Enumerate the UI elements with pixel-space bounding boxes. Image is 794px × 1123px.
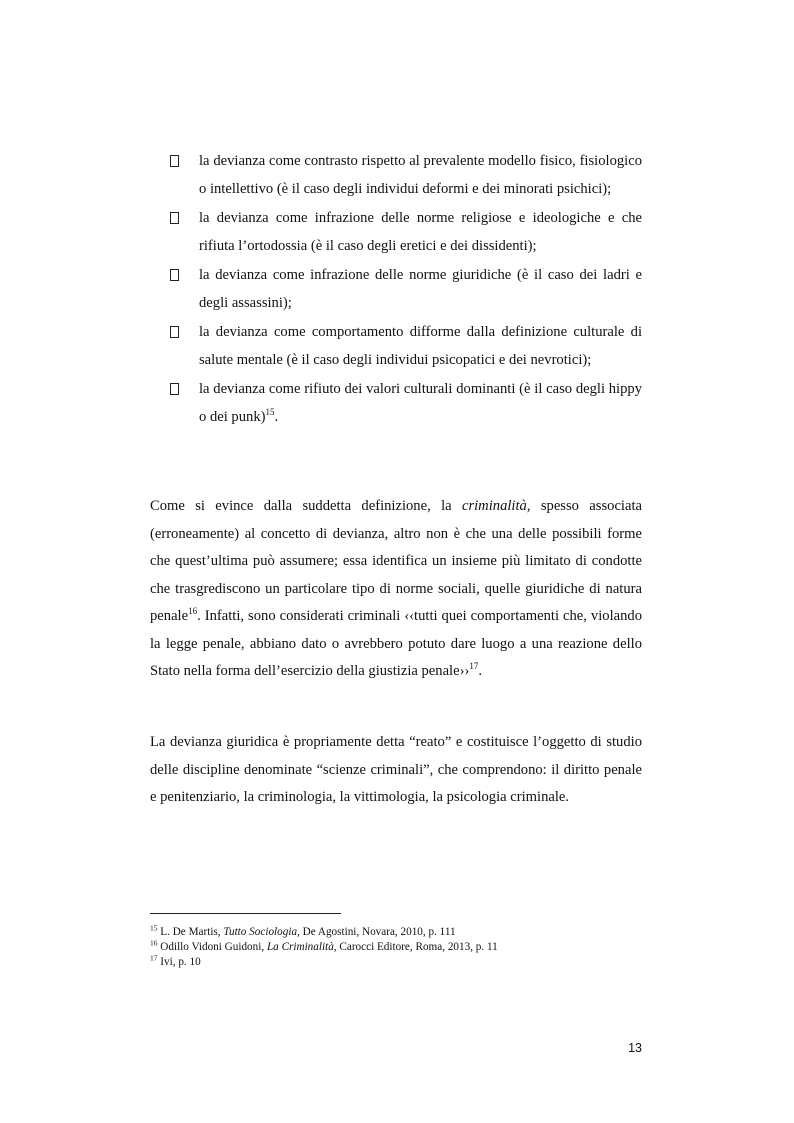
footnote-ref[interactable]: 16: [188, 606, 198, 617]
bullet-marker-icon: [170, 383, 179, 395]
bullet-marker-icon: [170, 155, 179, 167]
footnote-text: , Carocci Editore, Roma, 2013, p. 11: [333, 941, 498, 953]
list-item: [170, 319, 642, 374]
paragraph-text: Come si evince dalla suddetta definizione, la: [150, 498, 462, 514]
bullet-marker-icon: [170, 326, 179, 338]
paragraph-text: . Infatti, sono considerati criminali ‹‹tutti quei comportamenti che, violando la legge penale, abbiano dato o avrebbero potuto dare luogo a una reazione dello Stato nella forma dell’esercizio della giustizia penale››: [150, 608, 642, 679]
list-item-punctuation: .: [274, 408, 279, 425]
paragraph-text: , spesso associata (erroneamente) al concetto di devianza, altro non è che una delle possibili forme che quest’ultima può assumere; essa identifica un insieme più limitato di condotte che trasgrediscono un particolare tipo di norme sociali, quelle giuridiche di natura penale: [150, 498, 642, 624]
footnote-ref[interactable]: 17: [469, 661, 479, 672]
list-item: [170, 205, 642, 260]
footnote: [150, 940, 642, 955]
list-item-text: la devianza come infrazione delle norme giuridiche (è il caso dei ladri e degli assassini);: [199, 267, 642, 311]
footnote-separator: [150, 913, 341, 914]
footnote: [150, 955, 642, 970]
emphasized-term: criminalità: [461, 498, 527, 514]
list-item-text: la devianza come comportamento difforme dalla definizione culturale di salute mentale (è il caso degli individui psicopatici e dei nevrotici);: [199, 324, 642, 368]
body-paragraph-legal-deviance: [150, 729, 642, 812]
deviance-types-list: [170, 148, 642, 433]
footnote-ref[interactable]: 15: [265, 406, 275, 417]
list-item: [170, 262, 642, 317]
footnote-number: 17: [150, 953, 158, 963]
footnotes: [150, 925, 642, 970]
footnote-number: 16: [150, 938, 158, 948]
footnote-title: La Criminalità: [266, 941, 334, 953]
page-number: 13: [628, 1041, 642, 1055]
footnote-title: Tutto Sociologia: [223, 926, 298, 938]
bullet-marker-icon: [170, 212, 179, 224]
footnote-text: , De Agostini, Novara, 2010, p. 111: [297, 926, 456, 938]
list-item: [170, 376, 642, 431]
paragraph-text: .: [478, 663, 482, 679]
footnote: [150, 925, 642, 940]
body-paragraph-criminality: [150, 493, 642, 686]
list-item-text: la devianza come infrazione delle norme religiose e ideologiche e che rifiuta l’ortodossia (è il caso degli eretici e dei dissidenti);: [199, 210, 642, 254]
paragraph-text: La devianza giuridica è propriamente detta “reato” e costituisce l’oggetto di studio delle discipline denominate “scienze criminali”, che comprendono: il diritto penale e penitenziario, la criminologia, la vittimologia, la psicologia criminale.: [150, 734, 642, 805]
list-item: [170, 148, 642, 203]
list-item-text: la devianza come contrasto rispetto al prevalente modello fisico, fisiologico o intellettivo (è il caso degli individui deformi e dei minorati psichici);: [199, 153, 642, 197]
footnote-text: Ivi, p. 10: [160, 956, 201, 968]
bullet-marker-icon: [170, 269, 179, 281]
list-item-text: la devianza come rifiuto dei valori culturali dominanti (è il caso degli hippy o dei punk): [199, 381, 642, 425]
footnote-number: 15: [150, 923, 158, 933]
footnote-text: Odillo Vidoni Guidoni,: [160, 941, 267, 953]
footnote-text: L. De Martis,: [160, 926, 224, 938]
